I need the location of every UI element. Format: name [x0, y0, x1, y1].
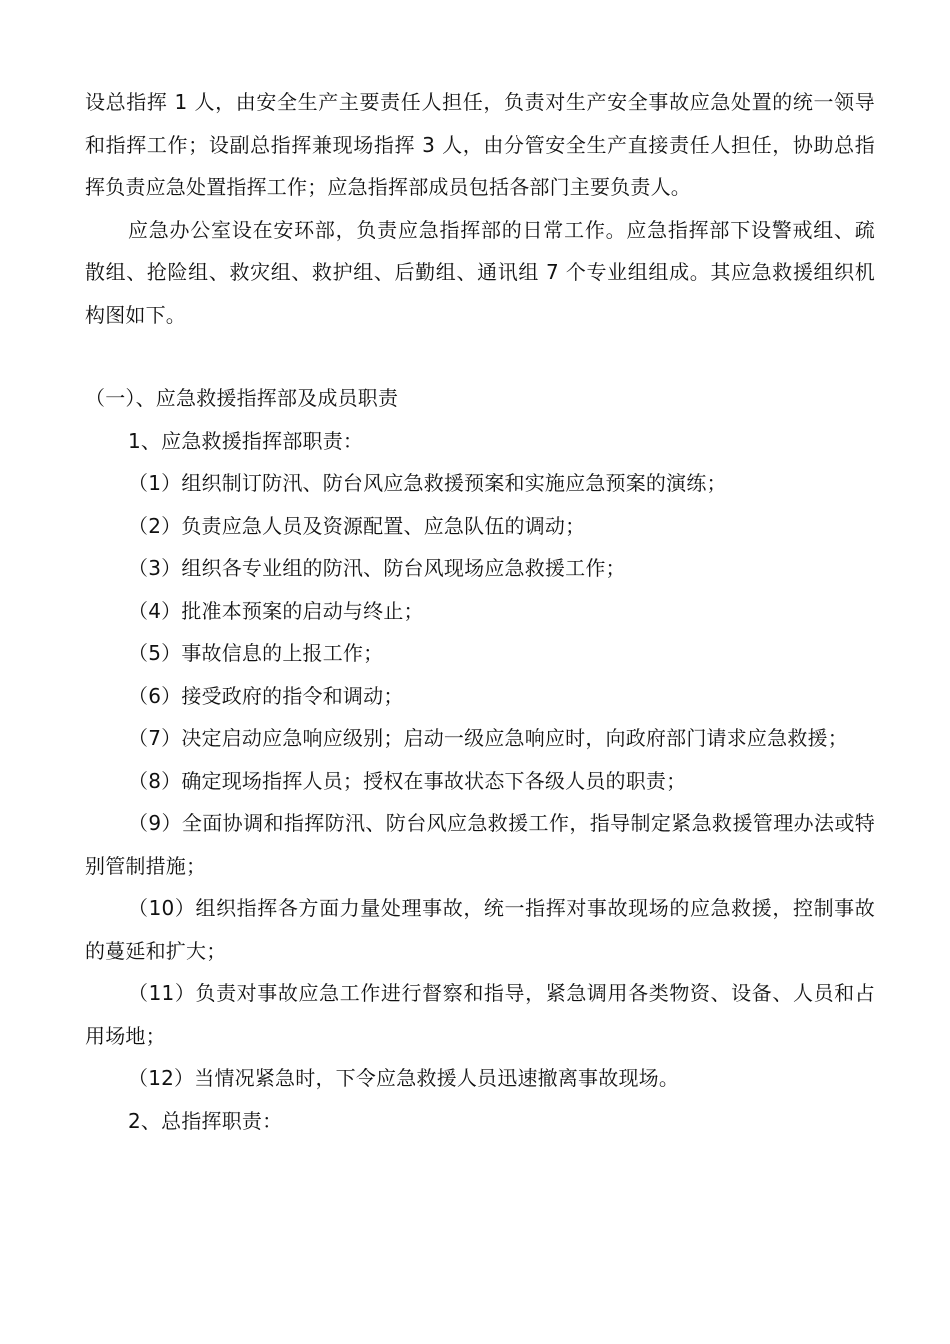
list-item: （11）负责对事故应急工作进行督察和指导，紧急调用各类物资、设备、人员和占用场地；: [85, 981, 875, 1048]
list-item: （7）决定启动应急响应级别；启动一级应急响应时，向政府部门请求应急救援；: [128, 726, 848, 750]
list-item: （3）组织各专业组的防汛、防台风现场应急救援工作；: [128, 556, 626, 580]
list-item: （6）接受政府的指令和调动；: [128, 683, 404, 708]
list-item: （2）负责应急人员及资源配置、应急队伍的调动；: [128, 513, 586, 538]
section-title: （一）、应急救援指挥部及成员职责: [85, 386, 399, 410]
intro-section: [85, 81, 875, 336]
intro-paragraph-1: 设总指挥 1 人，由安全生产主要责任人担任，负责对生产安全事故应急处置的统一领导和指挥工作；设副总指挥兼现场指挥 3 人，由分管安全生产直接责任人担任，协助总指挥负责应急处置指挥工作；应急指挥部成员包括各部门主要负责人。: [85, 90, 875, 199]
responsibilities-section: [85, 377, 875, 1142]
intro-paragraph-2: 应急办公室设在安环部，负责应急指挥部的日常工作。应急指挥部下设警戒组、疏散组、抢险组、救灾组、救护组、后勤组、通讯组 7 个专业组组成。其应急救援组织机构图如下。: [85, 217, 875, 327]
list-item: （1）组织制订防汛、防台风应急救援预案和实施应急预案的演练；: [128, 471, 727, 495]
list-item: （8）确定现场指挥人员；授权在事故状态下各级人员的职责；: [128, 768, 687, 793]
list-item: （10）组织指挥各方面力量处理事故，统一指挥对事故现场的应急救援，控制事故的蔓延和扩大；: [85, 896, 875, 963]
subsection-title-1: 1、应急救援指挥部职责：: [128, 428, 364, 453]
list-item: （12）当情况紧急时，下令应急救援人员迅速撤离事故现场。: [128, 1066, 680, 1090]
subsection-title-2: 2、总指挥职责：: [128, 1108, 283, 1133]
list-item: （5）事故信息的上报工作；: [128, 641, 384, 665]
list-item: （4）批准本预案的启动与终止；: [128, 598, 424, 623]
list-item: （9）全面协调和指挥防汛、防台风应急救援工作，指导制定紧急救援管理办法或特别管制措施；: [85, 811, 875, 878]
